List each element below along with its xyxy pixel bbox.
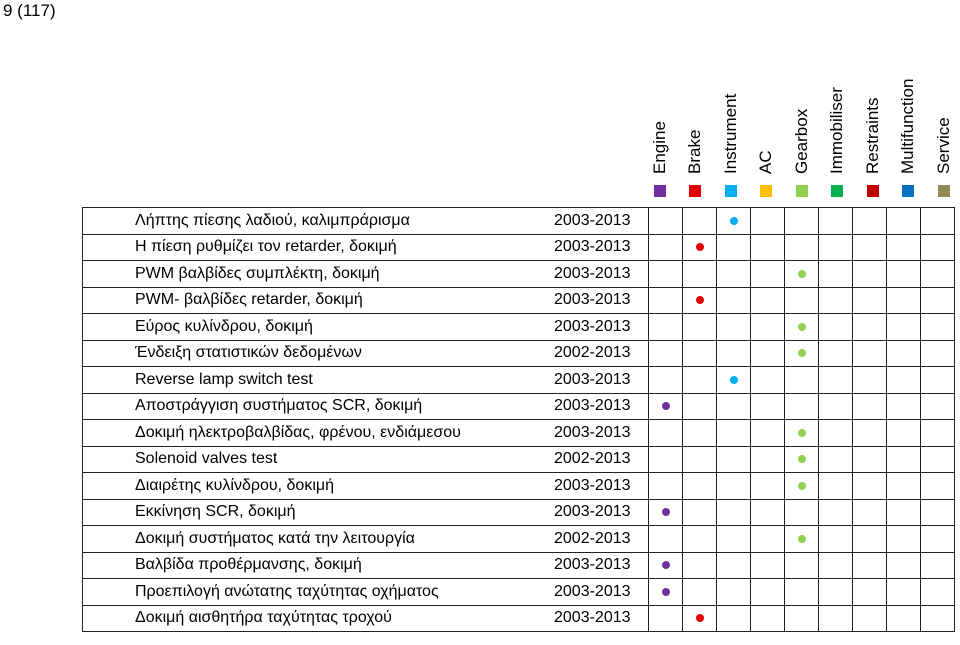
table-row [83,208,955,235]
row-name: Δοκιμή ηλεκτροβαλβίδας, φρένου, ενδιάμεσου [83,420,553,447]
column-header-ac [749,0,784,200]
cell-restraints [853,605,887,632]
cell-multifunction [887,208,921,235]
cell-brake [683,420,717,447]
cell-engine [649,605,683,632]
cell-instrument [717,314,751,341]
marker-dot-gearbox [798,323,806,331]
marker-dot-engine [662,561,670,569]
cell-engine [649,446,683,473]
cell-immobiliser [819,340,853,367]
cell-restraints [853,420,887,447]
cell-multifunction [887,261,921,288]
cell-instrument [717,446,751,473]
column-header-gearbox [784,0,819,200]
cell-ac [751,473,785,500]
cell-ac [751,261,785,288]
cell-engine [649,314,683,341]
cell-engine [649,208,683,235]
cell-immobiliser [819,393,853,420]
row-name: Διαιρέτης κυλίνδρου, δοκιμή [83,473,553,500]
table-row [83,287,955,314]
column-label-instrument: Instrument [720,93,740,174]
table-row [83,314,955,341]
column-label-multifunction: Multifunction [898,78,917,174]
marker-dot-gearbox [798,349,806,357]
cell-service [921,552,955,579]
cell-service [921,340,955,367]
cell-multifunction [887,234,921,261]
cell-brake [683,526,717,553]
cell-instrument [717,393,751,420]
cell-engine [649,234,683,261]
cell-instrument [717,261,751,288]
cell-instrument [717,367,751,394]
cell-immobiliser [819,579,853,606]
row-period: 2003-2013 [552,552,649,579]
row-name: PWM- βαλβίδες retarder, δοκιμή [83,287,553,314]
row-name: Solenoid valves test [83,446,553,473]
cell-brake [683,552,717,579]
row-period: 2003-2013 [552,605,649,632]
cell-restraints [853,208,887,235]
cell-service [921,367,955,394]
column-swatch-instrument [725,185,737,197]
cell-service [921,473,955,500]
column-header-restraints [855,0,890,200]
marker-dot-gearbox [798,429,806,437]
cell-ac [751,367,785,394]
row-name: Reverse lamp switch test [83,367,553,394]
cell-ac [751,420,785,447]
table-row [83,552,955,579]
cell-brake [683,340,717,367]
cell-brake [683,393,717,420]
cell-immobiliser [819,234,853,261]
cell-service [921,208,955,235]
cell-brake [683,446,717,473]
cell-engine [649,367,683,394]
cell-gearbox [785,261,819,288]
cell-gearbox [785,473,819,500]
cell-ac [751,393,785,420]
cell-multifunction [887,605,921,632]
function-table [82,207,955,632]
cell-service [921,287,955,314]
row-name: Δοκιμή συστήματος κατά την λειτουργία [83,526,553,553]
cell-immobiliser [819,420,853,447]
cell-service [921,420,955,447]
column-header-instrument [713,0,748,200]
table-row [83,393,955,420]
cell-ac [751,552,785,579]
cell-service [921,446,955,473]
cell-instrument [717,526,751,553]
cell-gearbox [785,605,819,632]
column-header-service [926,0,960,200]
cell-brake [683,367,717,394]
cell-gearbox [785,446,819,473]
cell-multifunction [887,340,921,367]
column-header-multifunction [891,0,926,200]
cell-multifunction [887,526,921,553]
column-swatch-restraints [867,185,879,197]
cell-restraints [853,473,887,500]
marker-dot-brake [696,614,704,622]
cell-engine [649,526,683,553]
cell-multifunction [887,367,921,394]
table-row [83,261,955,288]
cell-immobiliser [819,261,853,288]
column-swatch-immobiliser [831,185,843,197]
cell-restraints [853,367,887,394]
table-row [83,367,955,394]
cell-gearbox [785,499,819,526]
cell-immobiliser [819,446,853,473]
marker-dot-gearbox [798,270,806,278]
row-period: 2003-2013 [552,234,649,261]
column-label-restraints: Restraints [862,97,882,174]
column-label-gearbox: Gearbox [791,108,811,174]
cell-service [921,261,955,288]
cell-service [921,234,955,261]
cell-instrument [717,473,751,500]
row-name: Αποστράγγιση συστήματος SCR, δοκιμή [83,393,553,420]
cell-ac [751,234,785,261]
cell-engine [649,287,683,314]
table-row [83,446,955,473]
cell-gearbox [785,234,819,261]
cell-gearbox [785,393,819,420]
cell-restraints [853,287,887,314]
cell-multifunction [887,446,921,473]
cell-ac [751,446,785,473]
cell-brake [683,234,717,261]
table-row [83,605,955,632]
cell-immobiliser [819,473,853,500]
column-label-service: Service [933,117,953,174]
cell-gearbox [785,367,819,394]
row-name: PWM βαλβίδες συμπλέκτη, δοκιμή [83,261,553,288]
marker-dot-gearbox [798,482,806,490]
cell-engine [649,420,683,447]
row-period: 2003-2013 [552,314,649,341]
cell-immobiliser [819,499,853,526]
table-row [83,526,955,553]
cell-instrument [717,420,751,447]
cell-instrument [717,499,751,526]
marker-dot-instrument [730,217,738,225]
column-swatch-brake [689,185,701,197]
cell-ac [751,605,785,632]
row-period: 2003-2013 [552,579,649,606]
column-label-brake: Brake [685,129,704,174]
cell-brake [683,314,717,341]
cell-gearbox [785,208,819,235]
cell-immobiliser [819,367,853,394]
cell-instrument [717,340,751,367]
cell-multifunction [887,393,921,420]
column-label-engine: Engine [649,121,669,174]
cell-ac [751,208,785,235]
cell-engine [649,499,683,526]
column-swatch-ac [760,185,772,197]
cell-service [921,526,955,553]
cell-gearbox [785,314,819,341]
cell-engine [649,579,683,606]
marker-dot-gearbox [798,535,806,543]
cell-service [921,393,955,420]
table-row [83,473,955,500]
cell-brake [683,208,717,235]
table-row [83,420,955,447]
cell-restraints [853,499,887,526]
row-period: 2003-2013 [552,499,649,526]
cell-instrument [717,287,751,314]
row-period: 2002-2013 [552,340,649,367]
row-name: Εύρος κυλίνδρου, δοκιμή [83,314,553,341]
row-period: 2003-2013 [552,367,649,394]
cell-multifunction [887,473,921,500]
column-swatch-gearbox [796,185,808,197]
cell-brake [683,287,717,314]
cell-restraints [853,314,887,341]
cell-instrument [717,208,751,235]
cell-immobiliser [819,526,853,553]
column-swatch-service [938,185,950,197]
cell-multifunction [887,579,921,606]
cell-immobiliser [819,287,853,314]
cell-immobiliser [819,605,853,632]
cell-instrument [717,605,751,632]
cell-instrument [717,234,751,261]
row-period: 2003-2013 [552,473,649,500]
cell-ac [751,526,785,553]
cell-engine [649,393,683,420]
cell-instrument [717,552,751,579]
marker-dot-engine [662,588,670,596]
cell-gearbox [785,552,819,579]
row-period: 2002-2013 [552,446,649,473]
cell-instrument [717,579,751,606]
column-header-engine [642,0,677,200]
row-period: 2003-2013 [552,287,649,314]
cell-brake [683,579,717,606]
cell-brake [683,261,717,288]
marker-dot-engine [662,508,670,516]
cell-brake [683,499,717,526]
column-swatch-engine [654,185,666,197]
marker-dot-gearbox [798,455,806,463]
row-name: Προεπιλογή ανώτατης ταχύτητας οχήματος [83,579,553,606]
cell-gearbox [785,579,819,606]
row-period: 2002-2013 [552,526,649,553]
cell-immobiliser [819,208,853,235]
row-name: Δοκιμή αισθητήρα ταχύτητας τροχού [83,605,553,632]
column-header-immobiliser [820,0,855,200]
cell-brake [683,605,717,632]
cell-restraints [853,234,887,261]
row-period: 2003-2013 [552,208,649,235]
cell-gearbox [785,340,819,367]
row-period: 2003-2013 [552,420,649,447]
cell-multifunction [887,420,921,447]
table-row [83,234,955,261]
marker-dot-instrument [730,376,738,384]
cell-restraints [853,393,887,420]
row-name: Εκκίνηση SCR, δοκιμή [83,499,553,526]
cell-ac [751,314,785,341]
marker-dot-brake [696,243,704,251]
cell-ac [751,579,785,606]
marker-dot-brake [696,296,704,304]
cell-multifunction [887,499,921,526]
row-name: Η πίεση ρυθμίζει τον retarder, δοκιμή [83,234,553,261]
cell-engine [649,261,683,288]
cell-immobiliser [819,552,853,579]
cell-restraints [853,340,887,367]
cell-ac [751,287,785,314]
cell-multifunction [887,552,921,579]
cell-multifunction [887,287,921,314]
column-header-brake [678,0,713,200]
cell-ac [751,340,785,367]
table-row [83,579,955,606]
page-number: 9 (117) [3,1,56,20]
row-name: Λήπτης πίεσης λαδιού, καλιμπράρισμα [83,208,553,235]
cell-service [921,314,955,341]
cell-ac [751,499,785,526]
cell-service [921,579,955,606]
cell-gearbox [785,526,819,553]
cell-brake [683,473,717,500]
cell-engine [649,552,683,579]
cell-service [921,605,955,632]
table-row [83,340,955,367]
cell-immobiliser [819,314,853,341]
cell-restraints [853,261,887,288]
cell-restraints [853,446,887,473]
row-period: 2003-2013 [552,261,649,288]
cell-restraints [853,552,887,579]
cell-restraints [853,579,887,606]
cell-gearbox [785,420,819,447]
cell-engine [649,473,683,500]
column-label-immobiliser: Immobiliser [827,87,846,174]
cell-engine [649,340,683,367]
cell-service [921,499,955,526]
cell-gearbox [785,287,819,314]
column-swatch-multifunction [902,185,914,197]
marker-dot-engine [662,402,670,410]
row-name: Βαλβίδα προθέρμανσης, δοκιμή [83,552,553,579]
column-label-ac: AC [756,150,775,174]
table-row [83,499,955,526]
row-period: 2003-2013 [552,393,649,420]
row-name: Ένδειξη στατιστικών δεδομένων [83,340,553,367]
cell-restraints [853,526,887,553]
cell-multifunction [887,314,921,341]
